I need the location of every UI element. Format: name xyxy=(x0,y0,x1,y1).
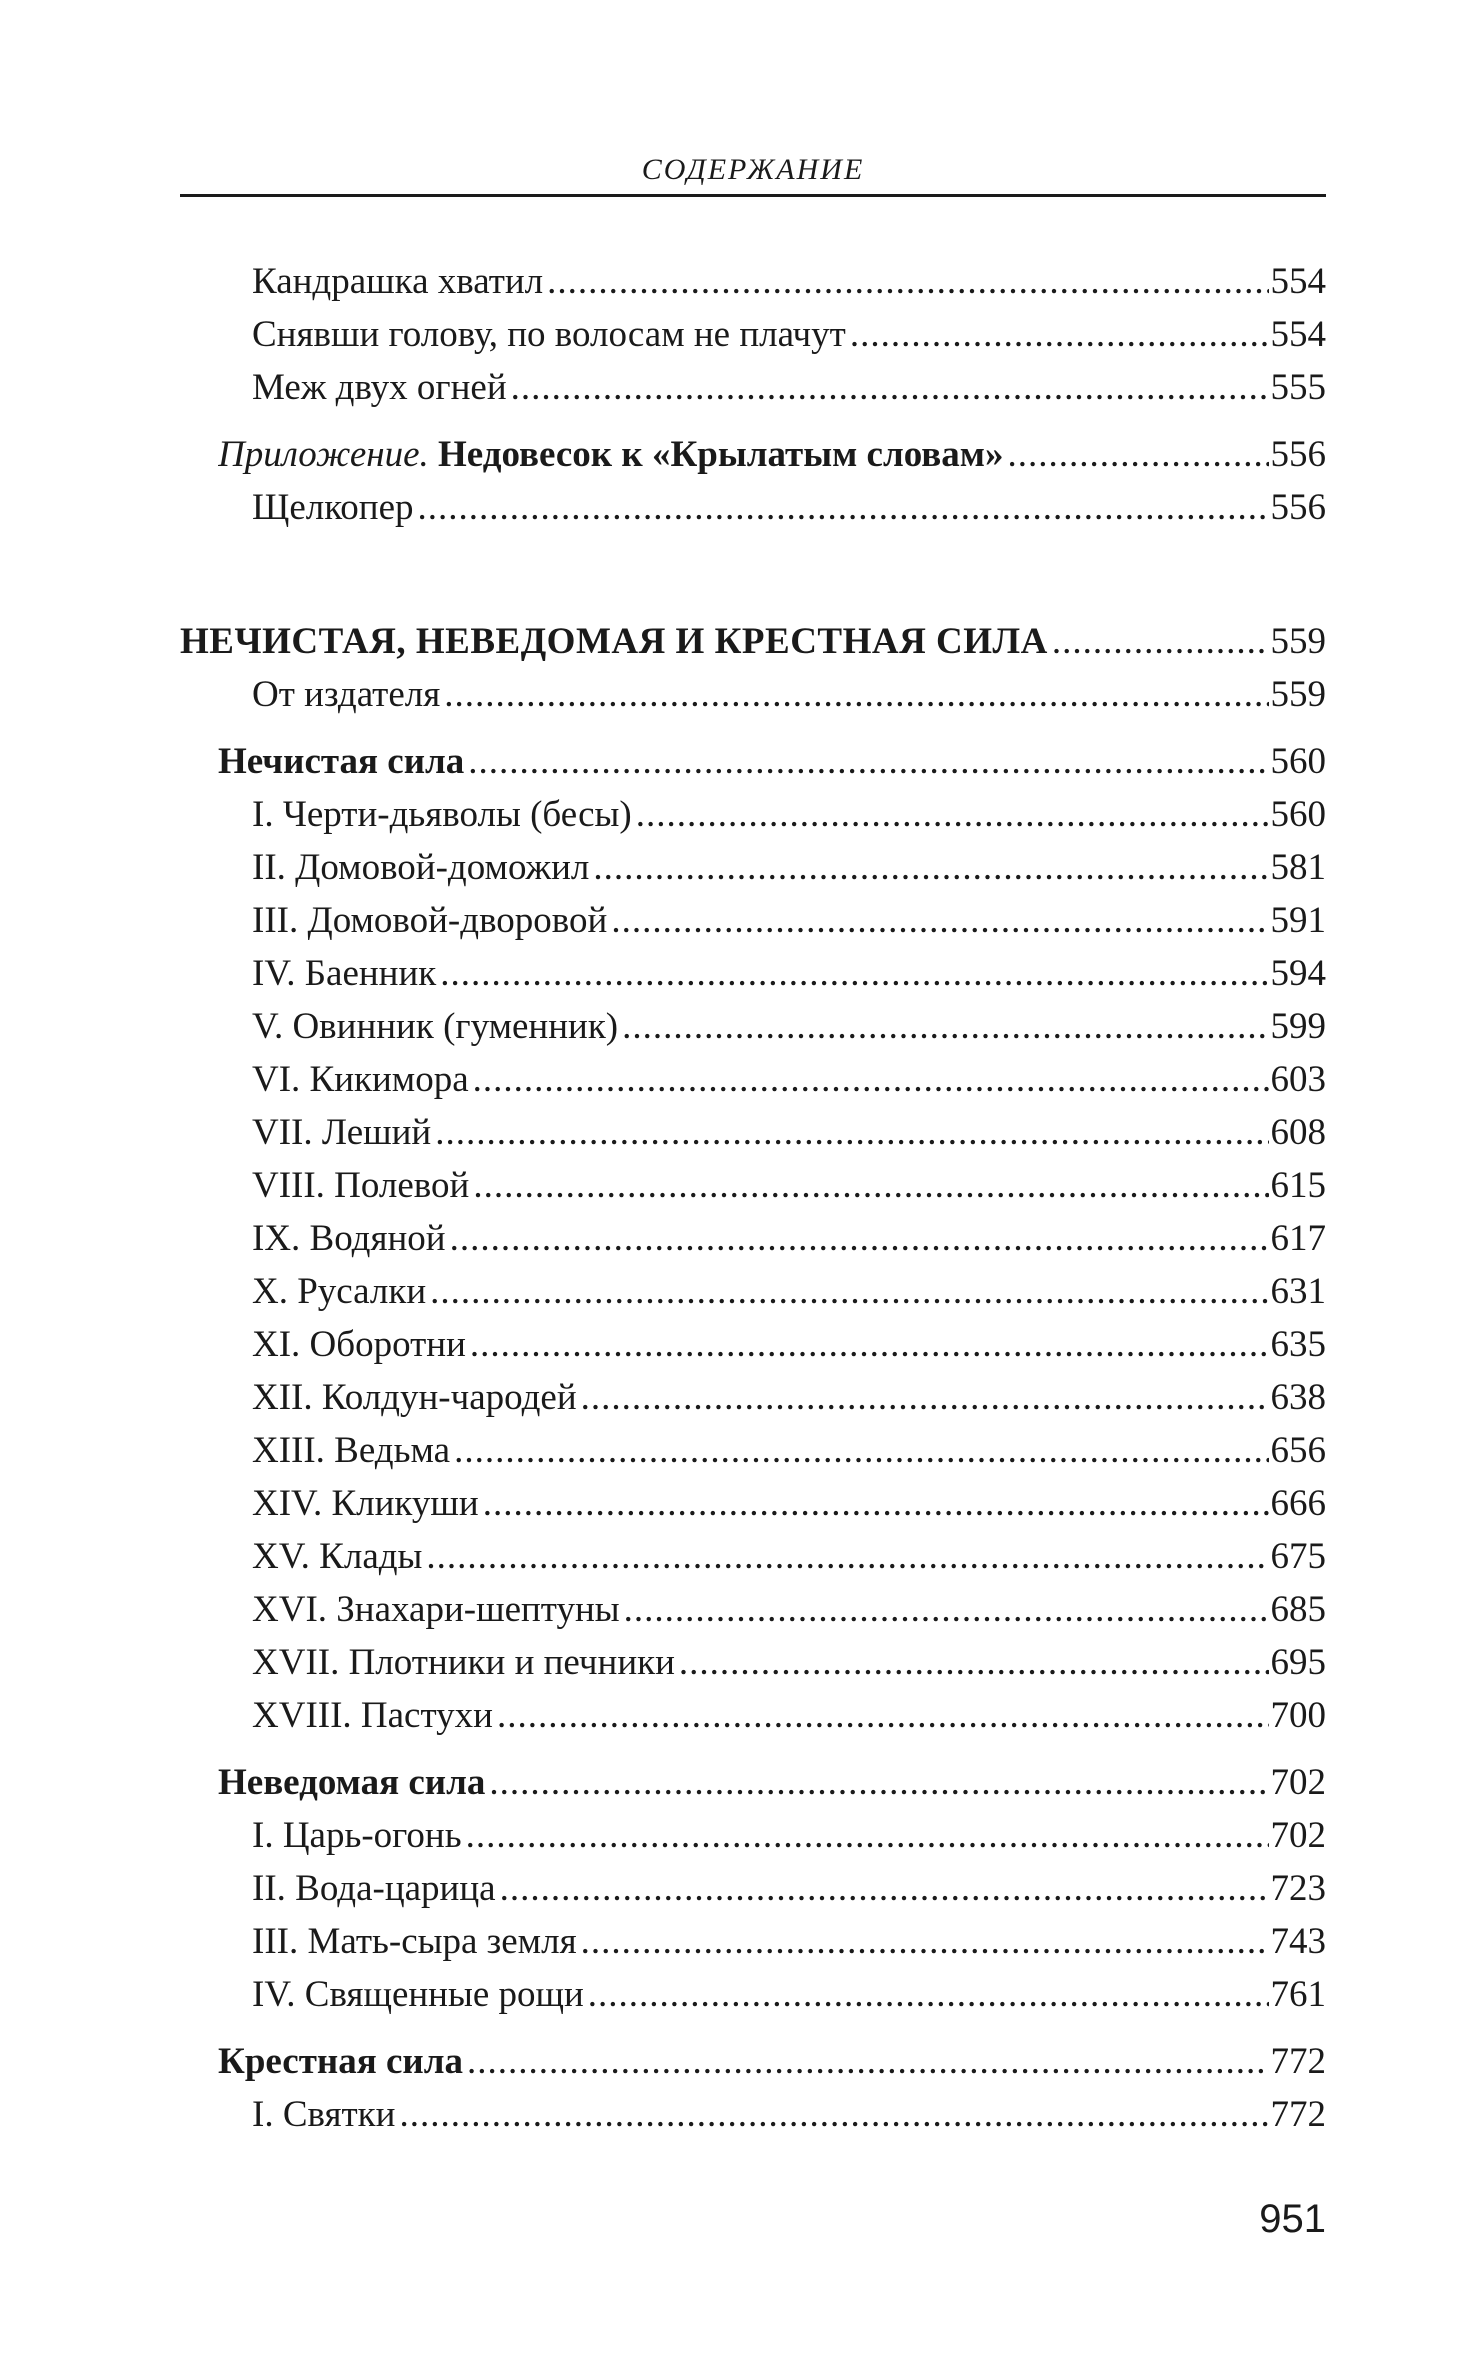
leader-dots xyxy=(636,790,1269,840)
toc-entry-title: VI. Кикимора xyxy=(252,1059,469,1100)
leader-dots xyxy=(473,1161,1268,1211)
leader-dots xyxy=(1008,430,1269,480)
leader-dots xyxy=(593,843,1268,893)
toc-entry[interactable] xyxy=(252,1426,1326,1476)
toc-entry-title: XIV. Кликуши xyxy=(252,1483,479,1524)
toc-entry-page: 608 xyxy=(1270,1112,1326,1153)
toc-entry[interactable] xyxy=(252,1320,1326,1370)
toc-entry-title: Кандрашка хватил xyxy=(252,261,544,302)
leader-dots xyxy=(426,1532,1268,1582)
leader-dots xyxy=(473,1055,1269,1105)
leader-dots xyxy=(399,2090,1268,2140)
leader-dots xyxy=(466,1811,1269,1861)
leader-dots xyxy=(454,1426,1268,1476)
toc-entry[interactable] xyxy=(252,670,1326,720)
toc-entry-page: 615 xyxy=(1270,1165,1326,1206)
leader-dots xyxy=(467,2037,1269,2087)
toc-entry-title: XVII. Плотники и печники xyxy=(252,1642,675,1683)
toc-section[interactable] xyxy=(180,617,1326,667)
toc-entry-page: 591 xyxy=(1270,900,1326,941)
toc-entry[interactable] xyxy=(252,1479,1326,1529)
toc-entry[interactable] xyxy=(252,1055,1326,1105)
toc-entry[interactable] xyxy=(252,1267,1326,1317)
toc-entry-page: 559 xyxy=(1270,674,1326,715)
toc-entry-page: 559 xyxy=(1270,621,1326,662)
leader-dots xyxy=(500,1864,1269,1914)
toc-entry-title: I. Святки xyxy=(252,2094,396,2135)
leader-dots xyxy=(470,1320,1269,1370)
toc-subsection[interactable] xyxy=(218,2037,1326,2087)
toc-entry-title: XV. Клады xyxy=(252,1536,423,1577)
toc-entry-title: Меж двух огней xyxy=(252,367,507,408)
toc-entry[interactable] xyxy=(252,1811,1326,1861)
toc-entry[interactable] xyxy=(252,949,1326,999)
toc-entry-page: 702 xyxy=(1270,1815,1326,1856)
leader-dots xyxy=(850,310,1269,360)
toc-entry-page: 556 xyxy=(1270,434,1326,475)
toc-subsection-title: Нечистая сила xyxy=(218,741,465,782)
toc-entry-page: 656 xyxy=(1270,1430,1326,1471)
toc-entry[interactable] xyxy=(252,310,1326,360)
toc-entry-title: XIII. Ведьма xyxy=(252,1430,451,1471)
leader-dots xyxy=(489,1758,1268,1808)
appendix-title: Недовесок к «Крылатым словам» xyxy=(438,434,1004,475)
toc-entry-title: IV. Священные рощи xyxy=(252,1974,584,2015)
toc-entry-title: VII. Леший xyxy=(252,1112,432,1153)
toc-entry[interactable] xyxy=(252,1373,1326,1423)
running-head: СОДЕРЖАНИЕ xyxy=(641,153,865,186)
toc-entry[interactable] xyxy=(252,1585,1326,1635)
leader-dots xyxy=(1052,617,1269,667)
leader-dots xyxy=(622,1002,1268,1052)
toc-entry-title: VIII. Полевой xyxy=(252,1165,470,1206)
toc-entry-page: 554 xyxy=(1270,261,1326,302)
leader-dots xyxy=(624,1585,1269,1635)
toc-entry-page: 695 xyxy=(1270,1642,1326,1683)
toc-subsection-title: Крестная сила xyxy=(218,2041,463,2082)
leader-dots xyxy=(679,1638,1269,1688)
leader-dots xyxy=(435,1108,1268,1158)
toc-entry-page: 560 xyxy=(1270,794,1326,835)
toc-entry[interactable] xyxy=(252,1161,1326,1211)
toc-entry-title: I. Черти-дьяволы (бесы) xyxy=(252,794,632,835)
toc-entry[interactable] xyxy=(252,896,1326,946)
toc-entry-page: 631 xyxy=(1270,1271,1326,1312)
toc-entry[interactable] xyxy=(252,257,1326,307)
toc-section-title: НЕЧИСТАЯ, НЕВЕДОМАЯ И КРЕСТНАЯ СИЛА xyxy=(180,621,1048,662)
toc-entry[interactable] xyxy=(252,843,1326,893)
toc-entry-title: XI. Оборотни xyxy=(252,1324,466,1365)
toc-entry-title: II. Вода-царица xyxy=(252,1868,496,1909)
toc-entry[interactable] xyxy=(252,2090,1326,2140)
toc-subsection[interactable] xyxy=(218,737,1326,787)
toc-entry-title: XII. Колдун-чародей xyxy=(252,1377,577,1418)
toc-entry[interactable] xyxy=(252,1108,1326,1158)
toc-entry[interactable] xyxy=(252,1970,1326,2020)
toc-entry[interactable] xyxy=(252,1917,1326,1967)
toc-entry[interactable] xyxy=(252,790,1326,840)
toc-subsection-title: Неведомая сила xyxy=(218,1762,486,1803)
leader-dots xyxy=(588,1970,1269,2020)
appendix-prefix: Приложение. xyxy=(218,434,429,475)
leader-dots xyxy=(468,737,1268,787)
toc-entry-page: 700 xyxy=(1270,1695,1326,1736)
leader-dots xyxy=(581,1373,1269,1423)
leader-dots xyxy=(450,1214,1269,1264)
toc-entry-page: 603 xyxy=(1270,1059,1326,1100)
toc-entry-title: От издателя xyxy=(252,674,441,715)
toc-entry-page: 723 xyxy=(1270,1868,1326,1909)
toc-entry-title xyxy=(218,430,1004,480)
leader-dots xyxy=(440,949,1268,999)
leader-dots xyxy=(547,257,1268,307)
toc-entry-page: 560 xyxy=(1270,741,1326,782)
toc-entry-page: 666 xyxy=(1270,1483,1326,1524)
toc-entry-title: Щелкопер xyxy=(252,487,414,528)
toc-entry[interactable] xyxy=(252,363,1326,413)
toc-entry-page: 617 xyxy=(1270,1218,1326,1259)
toc-entry[interactable] xyxy=(252,1214,1326,1264)
toc-subsection[interactable] xyxy=(218,1758,1326,1808)
toc-entry-page: 554 xyxy=(1270,314,1326,355)
toc-entry-page: 761 xyxy=(1270,1974,1326,2015)
toc-entry-appendix[interactable] xyxy=(218,430,1326,480)
toc-entry-title: I. Царь-огонь xyxy=(252,1815,462,1856)
toc-entry-page: 635 xyxy=(1270,1324,1326,1365)
toc-entry-page: 638 xyxy=(1270,1377,1326,1418)
leader-dots xyxy=(611,896,1268,946)
toc-entry-page: 599 xyxy=(1270,1006,1326,1047)
toc-entry-title: Снявши голову, по волосам не плачут xyxy=(252,314,846,355)
toc-entry-page: 772 xyxy=(1270,2094,1326,2135)
toc-entry-title: III. Домовой-дворовой xyxy=(252,900,608,941)
toc-entry[interactable] xyxy=(252,1864,1326,1914)
leader-dots xyxy=(497,1691,1269,1741)
toc-entry-title: IV. Баенник xyxy=(252,953,437,994)
toc-entry-page: 702 xyxy=(1270,1762,1326,1803)
toc-entry-page: 594 xyxy=(1270,953,1326,994)
toc-entry[interactable] xyxy=(252,1002,1326,1052)
leader-dots xyxy=(511,363,1269,413)
toc-entry-page: 556 xyxy=(1270,487,1326,528)
toc-entry-title: XVI. Знахари-шептуны xyxy=(252,1589,620,1630)
page-number: 951 xyxy=(1259,2197,1326,2241)
toc-entry-page: 555 xyxy=(1270,367,1326,408)
toc-entry[interactable] xyxy=(252,1691,1326,1741)
leader-dots xyxy=(483,1479,1269,1529)
toc-entry-title: X. Русалки xyxy=(252,1271,427,1312)
leader-dots xyxy=(430,1267,1268,1317)
toc-entry-title: V. Овинник (гуменник) xyxy=(252,1006,619,1047)
toc-entry-page: 675 xyxy=(1270,1536,1326,1577)
leader-dots xyxy=(581,1917,1269,1967)
toc-entry-page: 772 xyxy=(1270,2041,1326,2082)
leader-dots xyxy=(418,483,1269,533)
toc-entry-title: II. Домовой-доможил xyxy=(252,847,590,888)
toc-entry-page: 685 xyxy=(1270,1589,1326,1630)
toc-entry[interactable] xyxy=(252,1532,1326,1582)
toc-entry-title: XVIII. Пастухи xyxy=(252,1695,493,1736)
toc-entry[interactable] xyxy=(252,483,1326,533)
toc-entry-title: III. Мать-сыра земля xyxy=(252,1921,577,1962)
toc-entry[interactable] xyxy=(252,1638,1326,1688)
toc-entry-title: IX. Водяной xyxy=(252,1218,446,1259)
toc-entry-page: 581 xyxy=(1270,847,1326,888)
leader-dots xyxy=(444,670,1268,720)
toc-entry-page: 743 xyxy=(1270,1921,1326,1962)
